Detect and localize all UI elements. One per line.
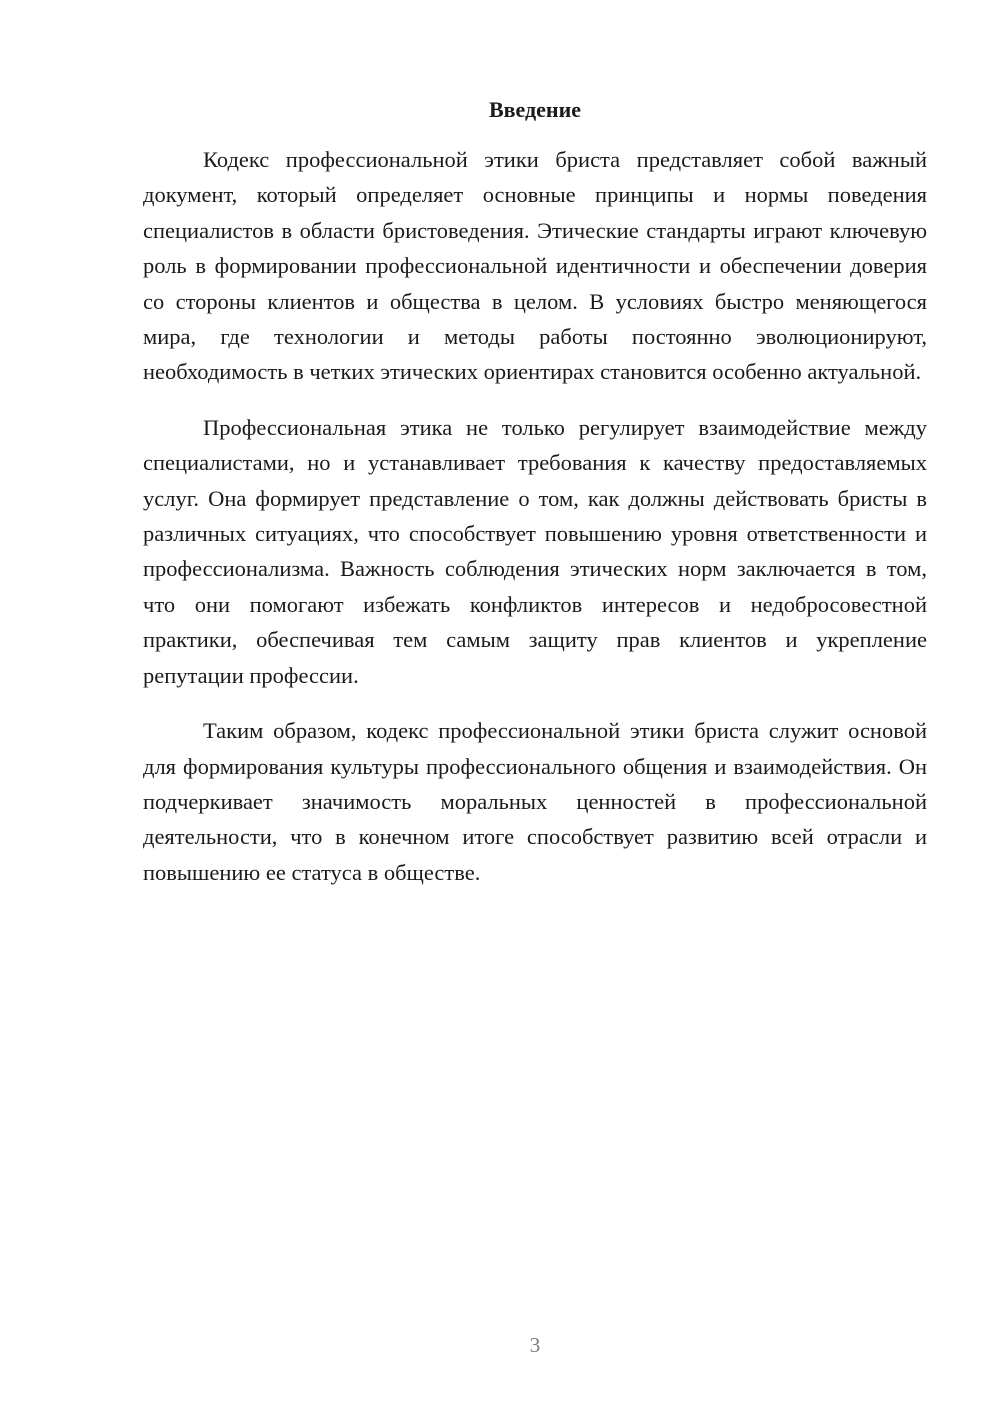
page-number: 3 xyxy=(529,1333,541,1357)
section-heading: Введение xyxy=(488,97,582,122)
paragraph-3: Таким образом, кодекс профессиональной этики бриста служит основой для формирования культуры профессионального общения и взаимодействия. Он подчеркивает значимость моральных ценностей в профессиональной деятельности, что в конечном итоге способствует развитию всей отрасли и повышению ее статуса в обществе. xyxy=(143,718,927,885)
body-text xyxy=(143,142,927,910)
paragraph-2: Профессиональная этика не только регулирует взаимодействие между специалистами, но и устанавливает требования к качеству предоставляемых услуг. Она формирует представление о том, как должны действовать бристы в различных ситуациях, что способствует повышению уровня ответственности и профессионализма. Важность соблюдения этических норм заключается в том, что они помогают избежать конфликтов интересов и недобросовестной практики, обеспечивая тем самым защиту прав клиентов и укрепление репутации профессии. xyxy=(143,414,927,688)
paragraph-1: Кодекс профессиональной этики бриста представляет собой важный документ, который определяет основные принципы и нормы поведения специалистов в области бристоведения. Этические стандарты играют ключевую роль в формировании профессиональной идентичности и обеспечении доверия со стороны клиентов и общества в целом. В условиях быстро меняющегося мира, где технологии и методы работы постоянно эволюционируют, необходимость в четких этических ориентирах становится особенно актуальной. xyxy=(143,147,927,385)
